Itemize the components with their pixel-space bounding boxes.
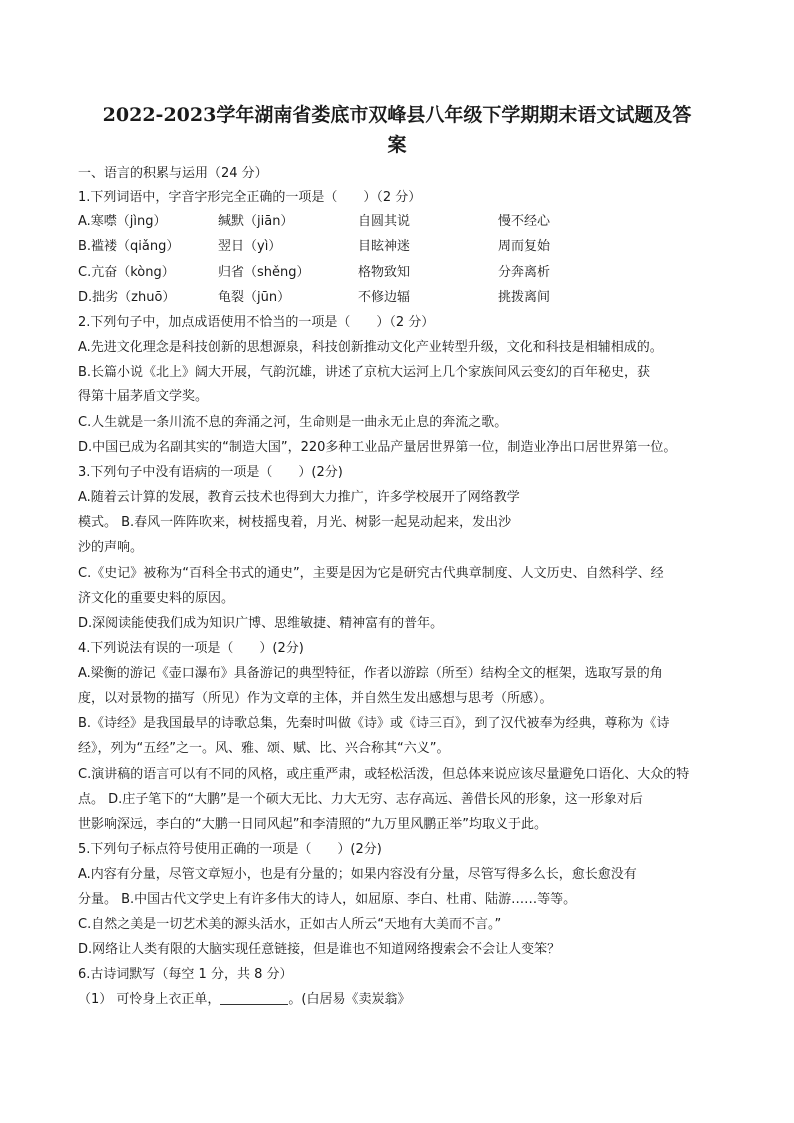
q1-option-c-2: 归省（shěng） — [218, 265, 310, 280]
q2-stem: 2.下列句子中，加点成语使用不恰当的一项是（ ）（2 分） — [78, 315, 435, 330]
q4-stem: 4.下列说法有误的一项是（ ）(2分) — [78, 641, 304, 656]
q1-option-d-1: D.拙劣（zhuō） — [78, 290, 176, 305]
q4-option-b-line2: 经》，列为“五经”之一。风、雅、颂、赋、比、兴合称其“六义”。 — [78, 741, 450, 756]
q5-stem: 5.下列句子标点符号使用正确的一项是（ ）(2分) — [78, 842, 382, 857]
fill-in-blank — [220, 990, 288, 1005]
q5-option-a-line2: 分量。 B.中国古代文学史上有许多伟大的诗人，如屈原、李白、杜甫、陆游……等等。 — [78, 892, 577, 907]
q2-option-c: C.人生就是一条川流不息的奔涌之河，生命则是一曲永无止息的奔流之歌。 — [78, 415, 508, 430]
q3-option-a-line1: A.随着云计算的发展，教育云技术也得到大力推广，许多学校展开了网络教学 — [78, 490, 520, 505]
q2-option-d: D.中国已成为名副其实的“制造大国”，220多种工业品产量居世界第一位，制造业净出口居世界第一位。 — [78, 440, 677, 455]
q3-option-b-line3: 沙的声响。 — [78, 540, 144, 555]
q6-item-1 — [78, 990, 718, 1010]
q6-stem: 6.古诗词默写（每空 1 分，共 8 分） — [78, 967, 293, 982]
q4-option-a-line2: 度，以对景物的描写（所见）作为文章的主体，并自然生发出感想与思考（所感）。 — [78, 691, 553, 706]
q5-option-c: C.自然之美是一切艺术美的源头活水，正如古人所云“天地有大美而不言。” — [78, 917, 502, 932]
q3-option-d: D.深阅读能使我们成为知识广博、思维敏捷、精神富有的普年。 — [78, 616, 444, 631]
q1-option-d-2: 龟裂（jūn） — [218, 290, 291, 305]
q5-option-a-line1: A.内容有分量，尽管文章短小，也是有分量的；如果内容没有分量，尽管写得多么长，愈长愈没有 — [78, 867, 637, 882]
q4-option-b-line1: B.《诗经》是我国最早的诗歌总集，先秦时叫做《诗》或《诗三百》，到了汉代被奉为经典，尊称为《诗 — [78, 716, 670, 731]
q6-item-1-prefix: （1） 可怜身上衣正单， — [78, 992, 221, 1007]
q1-stem: 1.下列词语中，字音字形完全正确的一项是（ ）（2 分） — [78, 190, 422, 205]
q3-option-c-line2: 济文化的重要史料的原因。 — [78, 591, 235, 606]
q1-option-a-3: 自圆其说 — [358, 214, 411, 229]
q2-option-a: A.先进文化理念是科技创新的思想源泉，科技创新推动文化产业转型升级，文化和科技是相辅相成的。 — [78, 340, 663, 355]
q3-stem: 3.下列句子中没有语病的一项是（ ）(2分) — [78, 465, 343, 480]
q1-option-d-3: 不修边辐 — [358, 290, 411, 305]
q4-option-c-line1: C.演讲稿的语言可以有不同的风格，或庄重严肃，或轻松活泼，但总体来说应该尽量避免口语化、大众的特 — [78, 767, 690, 782]
q1-option-a-1: A.寒噤（jìng） — [78, 214, 167, 229]
q1-option-a-4: 慢不经心 — [498, 214, 551, 229]
q1-option-b-1: B.褴褛（qiǎng） — [78, 239, 180, 254]
document-title — [60, 100, 734, 160]
title-line-2: 案 — [387, 134, 407, 156]
q1-option-d-4: 挑拨离间 — [498, 290, 551, 305]
q1-option-b-3: 目眩神迷 — [358, 239, 411, 254]
q6-item-1-suffix: 。(白居易《卖炭翁》 — [288, 992, 411, 1007]
q1-option-b-2: 翌日（yì） — [218, 239, 282, 254]
q1-option-c-1: C.亢奋（kòng） — [78, 265, 175, 280]
q4-option-a-line1: A.梁衡的游记《壶口瀑布》具备游记的典型特征，作者以游踪（所至）结构全文的框架，选取写景的角 — [78, 666, 663, 681]
q3-option-c-line1: C.《史记》被称为“百科全书式的通史”，主要是因为它是研究古代典章制度、人文历史、自然科学、经 — [78, 566, 664, 581]
q4-option-c-line2: 点。 D.庄子笔下的“大鹏”是一个硕大无比、力大无穷、志存高远、善借长风的形象，这一形象对后 — [78, 792, 643, 807]
q1-option-c-3: 格物致知 — [358, 265, 411, 280]
q1-option-c-4: 分奔离析 — [498, 265, 551, 280]
title-line-1: 2022-2023学年湖南省娄底市双峰县八年级下学期期末语文试题及答 — [102, 104, 692, 126]
q3-option-a-line2: 模式。 B.春风一阵阵吹来，树枝摇曳着，月光、树影一起晃动起来，发出沙 — [78, 515, 512, 530]
q4-option-d-line3: 世影响深远，李白的“大鹏一日同风起”和李清照的“九万里风鹏正举”均取义于此。 — [78, 817, 547, 832]
q1-option-b-4: 周而复始 — [498, 239, 551, 254]
q2-option-b-line2: 得第十届茅盾文学奖。 — [78, 389, 209, 404]
q5-option-d: D.网络让人类有限的大脑实现任意链接，但是谁也不知道网络搜索会不会让人变笨？ — [78, 942, 561, 957]
q2-option-b-line1: B.长篇小说《北上》阔大开展，气韵沉雄，讲述了京杭大运河上几个家族间风云变幻的百年秘史，获 — [78, 365, 651, 380]
section-heading: 一、语言的积累与运用（24 分） — [78, 166, 268, 181]
q1-option-a-2: 缄默（jiān） — [218, 214, 294, 229]
